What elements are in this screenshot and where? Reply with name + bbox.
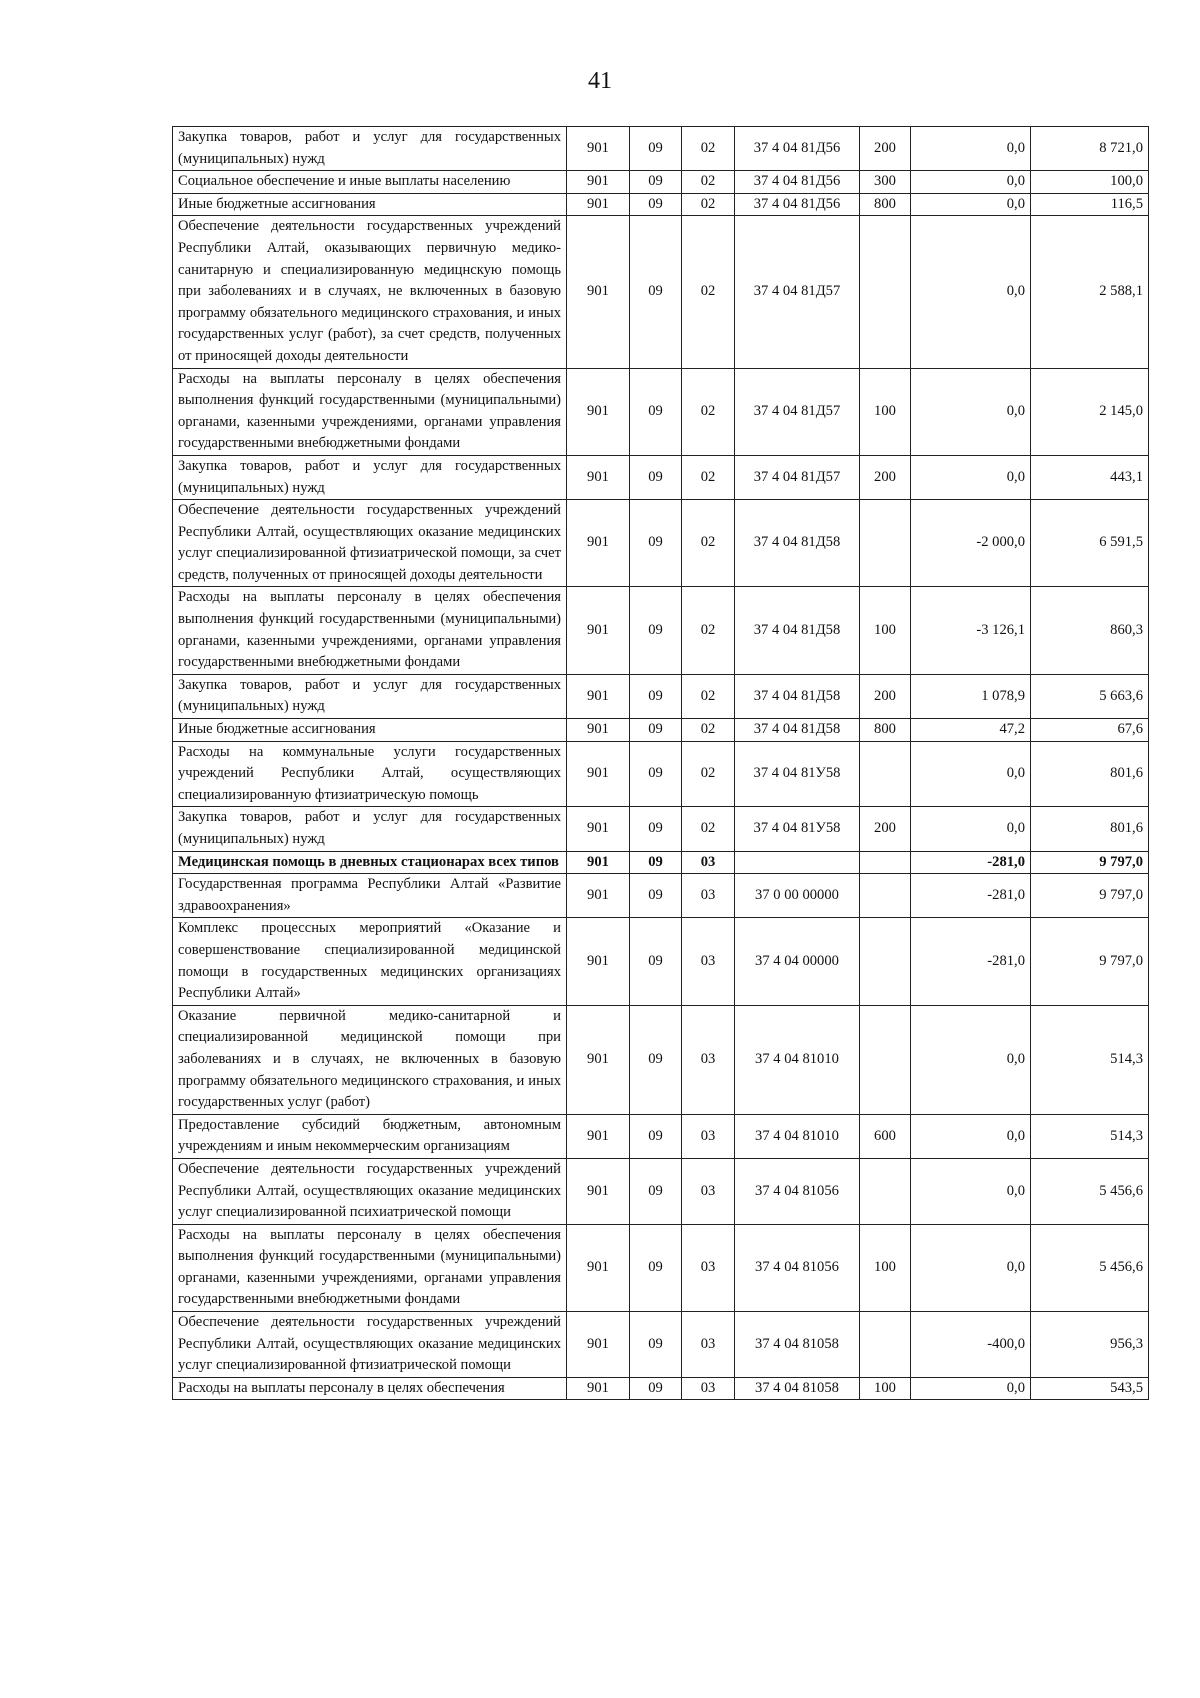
cell-name: Закупка товаров, работ и услуг для государственных (муниципальных) нужд — [173, 807, 567, 851]
cell-expense-type: 800 — [860, 193, 911, 216]
cell-admin-code: 901 — [567, 719, 630, 742]
cell-expense-type — [860, 874, 911, 918]
cell-total: 6 591,5 — [1031, 500, 1149, 587]
cell-name: Обеспечение деятельности государственных учреждений Республики Алтай, оказывающих первичную медико-санитарную и специализированную медицнскую помощь при заболеваниях и в случаях, не включенных в базовую программу обязательного медицинского страхования, и иных государственных услуг (работ), за счет средств, полученных от приносящей доходы деятельности — [173, 216, 567, 368]
cell-change: 0,0 — [911, 1224, 1031, 1311]
cell-change: -281,0 — [911, 851, 1031, 874]
cell-section: 09 — [630, 1114, 682, 1158]
cell-target-article: 37 4 04 81010 — [735, 1114, 860, 1158]
cell-total: 116,5 — [1031, 193, 1149, 216]
cell-admin-code: 901 — [567, 741, 630, 807]
cell-admin-code: 901 — [567, 1377, 630, 1400]
cell-expense-type — [860, 1312, 911, 1378]
cell-admin-code: 901 — [567, 1312, 630, 1378]
cell-section: 09 — [630, 587, 682, 674]
table-row — [173, 851, 1149, 874]
table-row — [173, 874, 1149, 918]
cell-total: 801,6 — [1031, 741, 1149, 807]
table-row — [173, 127, 1149, 171]
cell-subsection: 02 — [682, 455, 735, 499]
cell-section: 09 — [630, 807, 682, 851]
cell-change: -400,0 — [911, 1312, 1031, 1378]
cell-expense-type: 200 — [860, 127, 911, 171]
cell-subsection: 02 — [682, 587, 735, 674]
cell-admin-code: 901 — [567, 193, 630, 216]
cell-section: 09 — [630, 719, 682, 742]
cell-admin-code: 901 — [567, 1158, 630, 1224]
cell-subsection: 02 — [682, 127, 735, 171]
cell-admin-code: 901 — [567, 171, 630, 194]
cell-target-article: 37 4 04 81Д57 — [735, 216, 860, 368]
cell-target-article: 37 4 04 81Д57 — [735, 455, 860, 499]
cell-expense-type: 600 — [860, 1114, 911, 1158]
cell-subsection: 02 — [682, 674, 735, 718]
cell-total: 9 797,0 — [1031, 918, 1149, 1005]
cell-target-article: 37 4 04 81Д58 — [735, 500, 860, 587]
cell-change: 0,0 — [911, 1377, 1031, 1400]
cell-subsection: 03 — [682, 851, 735, 874]
cell-expense-type: 200 — [860, 807, 911, 851]
cell-target-article: 37 4 04 81Д58 — [735, 719, 860, 742]
table-row — [173, 500, 1149, 587]
cell-expense-type: 100 — [860, 368, 911, 455]
cell-expense-type — [860, 500, 911, 587]
cell-total: 5 663,6 — [1031, 674, 1149, 718]
cell-change: 0,0 — [911, 1114, 1031, 1158]
cell-subsection: 03 — [682, 874, 735, 918]
cell-expense-type: 200 — [860, 455, 911, 499]
cell-admin-code: 901 — [567, 500, 630, 587]
table-row — [173, 1224, 1149, 1311]
table-row — [173, 719, 1149, 742]
cell-name: Обеспечение деятельности государственных учреждений Республики Алтай, осуществляющих оказание медицинских услуг специализированной фтизиатрической помощи, за счет средств, полученных от приносящей доходы деятельности — [173, 500, 567, 587]
cell-section: 09 — [630, 1224, 682, 1311]
cell-target-article: 37 4 04 81010 — [735, 1005, 860, 1114]
cell-total: 801,6 — [1031, 807, 1149, 851]
cell-subsection: 03 — [682, 1114, 735, 1158]
cell-subsection: 03 — [682, 1312, 735, 1378]
cell-expense-type — [860, 216, 911, 368]
cell-name: Медицинская помощь в дневных стационарах всех типов — [173, 851, 567, 874]
cell-name: Закупка товаров, работ и услуг для государственных (муниципальных) нужд — [173, 674, 567, 718]
table-row — [173, 1005, 1149, 1114]
cell-subsection: 03 — [682, 1224, 735, 1311]
cell-change: 0,0 — [911, 127, 1031, 171]
cell-admin-code: 901 — [567, 851, 630, 874]
cell-target-article: 37 4 04 81Д56 — [735, 127, 860, 171]
cell-expense-type: 800 — [860, 719, 911, 742]
cell-expense-type — [860, 918, 911, 1005]
cell-change: -2 000,0 — [911, 500, 1031, 587]
cell-name: Иные бюджетные ассигнования — [173, 193, 567, 216]
cell-change: 0,0 — [911, 171, 1031, 194]
cell-change: 0,0 — [911, 455, 1031, 499]
cell-admin-code: 901 — [567, 874, 630, 918]
cell-admin-code: 901 — [567, 587, 630, 674]
cell-expense-type — [860, 1158, 911, 1224]
cell-section: 09 — [630, 741, 682, 807]
cell-subsection: 03 — [682, 1005, 735, 1114]
cell-total: 956,3 — [1031, 1312, 1149, 1378]
table-row — [173, 741, 1149, 807]
cell-target-article: 37 4 04 81058 — [735, 1312, 860, 1378]
cell-change: 0,0 — [911, 193, 1031, 216]
cell-total: 2 588,1 — [1031, 216, 1149, 368]
cell-total: 2 145,0 — [1031, 368, 1149, 455]
cell-change: 0,0 — [911, 368, 1031, 455]
cell-change: 0,0 — [911, 741, 1031, 807]
cell-name: Расходы на выплаты персоналу в целях обеспечения выполнения функций государственными (муниципальными) органами, казенными учреждениями, органами управления государственными внебюджетными фондами — [173, 587, 567, 674]
table-row — [173, 368, 1149, 455]
cell-expense-type: 100 — [860, 587, 911, 674]
cell-target-article: 37 4 04 81Д56 — [735, 193, 860, 216]
cell-subsection: 03 — [682, 1158, 735, 1224]
cell-admin-code: 901 — [567, 918, 630, 1005]
page-number: 41 — [588, 68, 612, 94]
cell-target-article: 37 4 04 00000 — [735, 918, 860, 1005]
cell-change: -3 126,1 — [911, 587, 1031, 674]
cell-subsection: 02 — [682, 368, 735, 455]
cell-change: 0,0 — [911, 1005, 1031, 1114]
cell-admin-code: 901 — [567, 807, 630, 851]
cell-name: Оказание первичной медико-санитарной и специализированной медицинской помощи при заболеваниях и в случаях, не включенных в базовую программу обязательного медицинского страхования, и иных государственных услуг (работ) — [173, 1005, 567, 1114]
cell-subsection: 02 — [682, 171, 735, 194]
cell-total: 9 797,0 — [1031, 851, 1149, 874]
cell-expense-type — [860, 1005, 911, 1114]
cell-expense-type: 100 — [860, 1377, 911, 1400]
cell-target-article: 37 4 04 81056 — [735, 1158, 860, 1224]
cell-section: 09 — [630, 368, 682, 455]
cell-expense-type: 300 — [860, 171, 911, 194]
cell-name: Комплекс процессных мероприятий «Оказание и совершенствование специализированной медицинской помощи в государственных медицинских организациях Республики Алтай» — [173, 918, 567, 1005]
table-row — [173, 193, 1149, 216]
cell-total: 8 721,0 — [1031, 127, 1149, 171]
cell-section: 09 — [630, 1005, 682, 1114]
cell-expense-type: 100 — [860, 1224, 911, 1311]
cell-total: 860,3 — [1031, 587, 1149, 674]
cell-target-article: 37 4 04 81Д57 — [735, 368, 860, 455]
cell-admin-code: 901 — [567, 455, 630, 499]
cell-total: 9 797,0 — [1031, 874, 1149, 918]
table-row — [173, 587, 1149, 674]
cell-name: Предоставление субсидий бюджетным, автономным учреждениям и иным некоммерческим организациям — [173, 1114, 567, 1158]
table-row — [173, 1114, 1149, 1158]
cell-total: 443,1 — [1031, 455, 1149, 499]
cell-subsection: 02 — [682, 741, 735, 807]
cell-section: 09 — [630, 500, 682, 587]
cell-section: 09 — [630, 918, 682, 1005]
cell-subsection: 02 — [682, 216, 735, 368]
cell-total: 5 456,6 — [1031, 1158, 1149, 1224]
cell-expense-type — [860, 741, 911, 807]
cell-total: 100,0 — [1031, 171, 1149, 194]
cell-target-article: 37 0 00 00000 — [735, 874, 860, 918]
cell-admin-code: 901 — [567, 368, 630, 455]
cell-name: Обеспечение деятельности государственных учреждений Республики Алтай, осуществляющих оказание медицинских услуг специализированной психиатрической помощи — [173, 1158, 567, 1224]
cell-expense-type — [860, 851, 911, 874]
table-body — [173, 127, 1149, 1400]
cell-change: 47,2 — [911, 719, 1031, 742]
cell-name: Иные бюджетные ассигнования — [173, 719, 567, 742]
cell-section: 09 — [630, 127, 682, 171]
table-row — [173, 1312, 1149, 1378]
cell-name: Расходы на выплаты персоналу в целях обеспечения выполнения функций государственными (муниципальными) органами, казенными учреждениями, органами управления государственными внебюджетными фондами — [173, 368, 567, 455]
cell-total: 514,3 — [1031, 1114, 1149, 1158]
cell-subsection: 03 — [682, 1377, 735, 1400]
table-row — [173, 1377, 1149, 1400]
cell-name: Расходы на коммунальные услуги государственных учреждений Республики Алтай, осуществляющих специализированную фтизиатрическую помощь — [173, 741, 567, 807]
cell-admin-code: 901 — [567, 1224, 630, 1311]
cell-name: Закупка товаров, работ и услуг для государственных (муниципальных) нужд — [173, 455, 567, 499]
cell-section: 09 — [630, 171, 682, 194]
cell-change: 0,0 — [911, 1158, 1031, 1224]
cell-target-article: 37 4 04 81Д56 — [735, 171, 860, 194]
cell-expense-type: 200 — [860, 674, 911, 718]
cell-subsection: 03 — [682, 918, 735, 1005]
cell-section: 09 — [630, 1158, 682, 1224]
cell-admin-code: 901 — [567, 216, 630, 368]
cell-admin-code: 901 — [567, 1005, 630, 1114]
cell-change: 0,0 — [911, 216, 1031, 368]
cell-target-article — [735, 851, 860, 874]
cell-target-article: 37 4 04 81056 — [735, 1224, 860, 1311]
cell-admin-code: 901 — [567, 674, 630, 718]
cell-total: 5 456,6 — [1031, 1224, 1149, 1311]
cell-subsection: 02 — [682, 807, 735, 851]
table-row — [173, 1158, 1149, 1224]
table-row — [173, 455, 1149, 499]
cell-admin-code: 901 — [567, 127, 630, 171]
cell-name: Закупка товаров, работ и услуг для государственных (муниципальных) нужд — [173, 127, 567, 171]
cell-change: -281,0 — [911, 918, 1031, 1005]
cell-subsection: 02 — [682, 719, 735, 742]
cell-admin-code: 901 — [567, 1114, 630, 1158]
budget-table — [172, 126, 1149, 1400]
table-row — [173, 674, 1149, 718]
cell-section: 09 — [630, 216, 682, 368]
table-row — [173, 216, 1149, 368]
cell-section: 09 — [630, 851, 682, 874]
cell-target-article: 37 4 04 81058 — [735, 1377, 860, 1400]
cell-name: Государственная программа Республики Алтай «Развитие здравоохранения» — [173, 874, 567, 918]
cell-target-article: 37 4 04 81Д58 — [735, 674, 860, 718]
cell-total: 514,3 — [1031, 1005, 1149, 1114]
cell-section: 09 — [630, 193, 682, 216]
cell-subsection: 02 — [682, 500, 735, 587]
cell-name: Обеспечение деятельности государственных учреждений Республики Алтай, осуществляющих оказание медицинских услуг специализированной фтизиатрической помощи — [173, 1312, 567, 1378]
cell-section: 09 — [630, 1312, 682, 1378]
cell-target-article: 37 4 04 81У58 — [735, 741, 860, 807]
cell-change: 0,0 — [911, 807, 1031, 851]
table-row — [173, 807, 1149, 851]
cell-name: Расходы на выплаты персоналу в целях обеспечения — [173, 1377, 567, 1400]
cell-name: Социальное обеспечение и иные выплаты населению — [173, 171, 567, 194]
table-row — [173, 918, 1149, 1005]
cell-section: 09 — [630, 674, 682, 718]
cell-target-article: 37 4 04 81Д58 — [735, 587, 860, 674]
cell-total: 67,6 — [1031, 719, 1149, 742]
cell-change: 1 078,9 — [911, 674, 1031, 718]
cell-section: 09 — [630, 874, 682, 918]
table-row — [173, 171, 1149, 194]
cell-name: Расходы на выплаты персоналу в целях обеспечения выполнения функций государственными (муниципальными) органами, казенными учреждениями, органами управления государственными внебюджетными фондами — [173, 1224, 567, 1311]
cell-section: 09 — [630, 1377, 682, 1400]
cell-section: 09 — [630, 455, 682, 499]
cell-target-article: 37 4 04 81У58 — [735, 807, 860, 851]
cell-subsection: 02 — [682, 193, 735, 216]
cell-change: -281,0 — [911, 874, 1031, 918]
cell-total: 543,5 — [1031, 1377, 1149, 1400]
